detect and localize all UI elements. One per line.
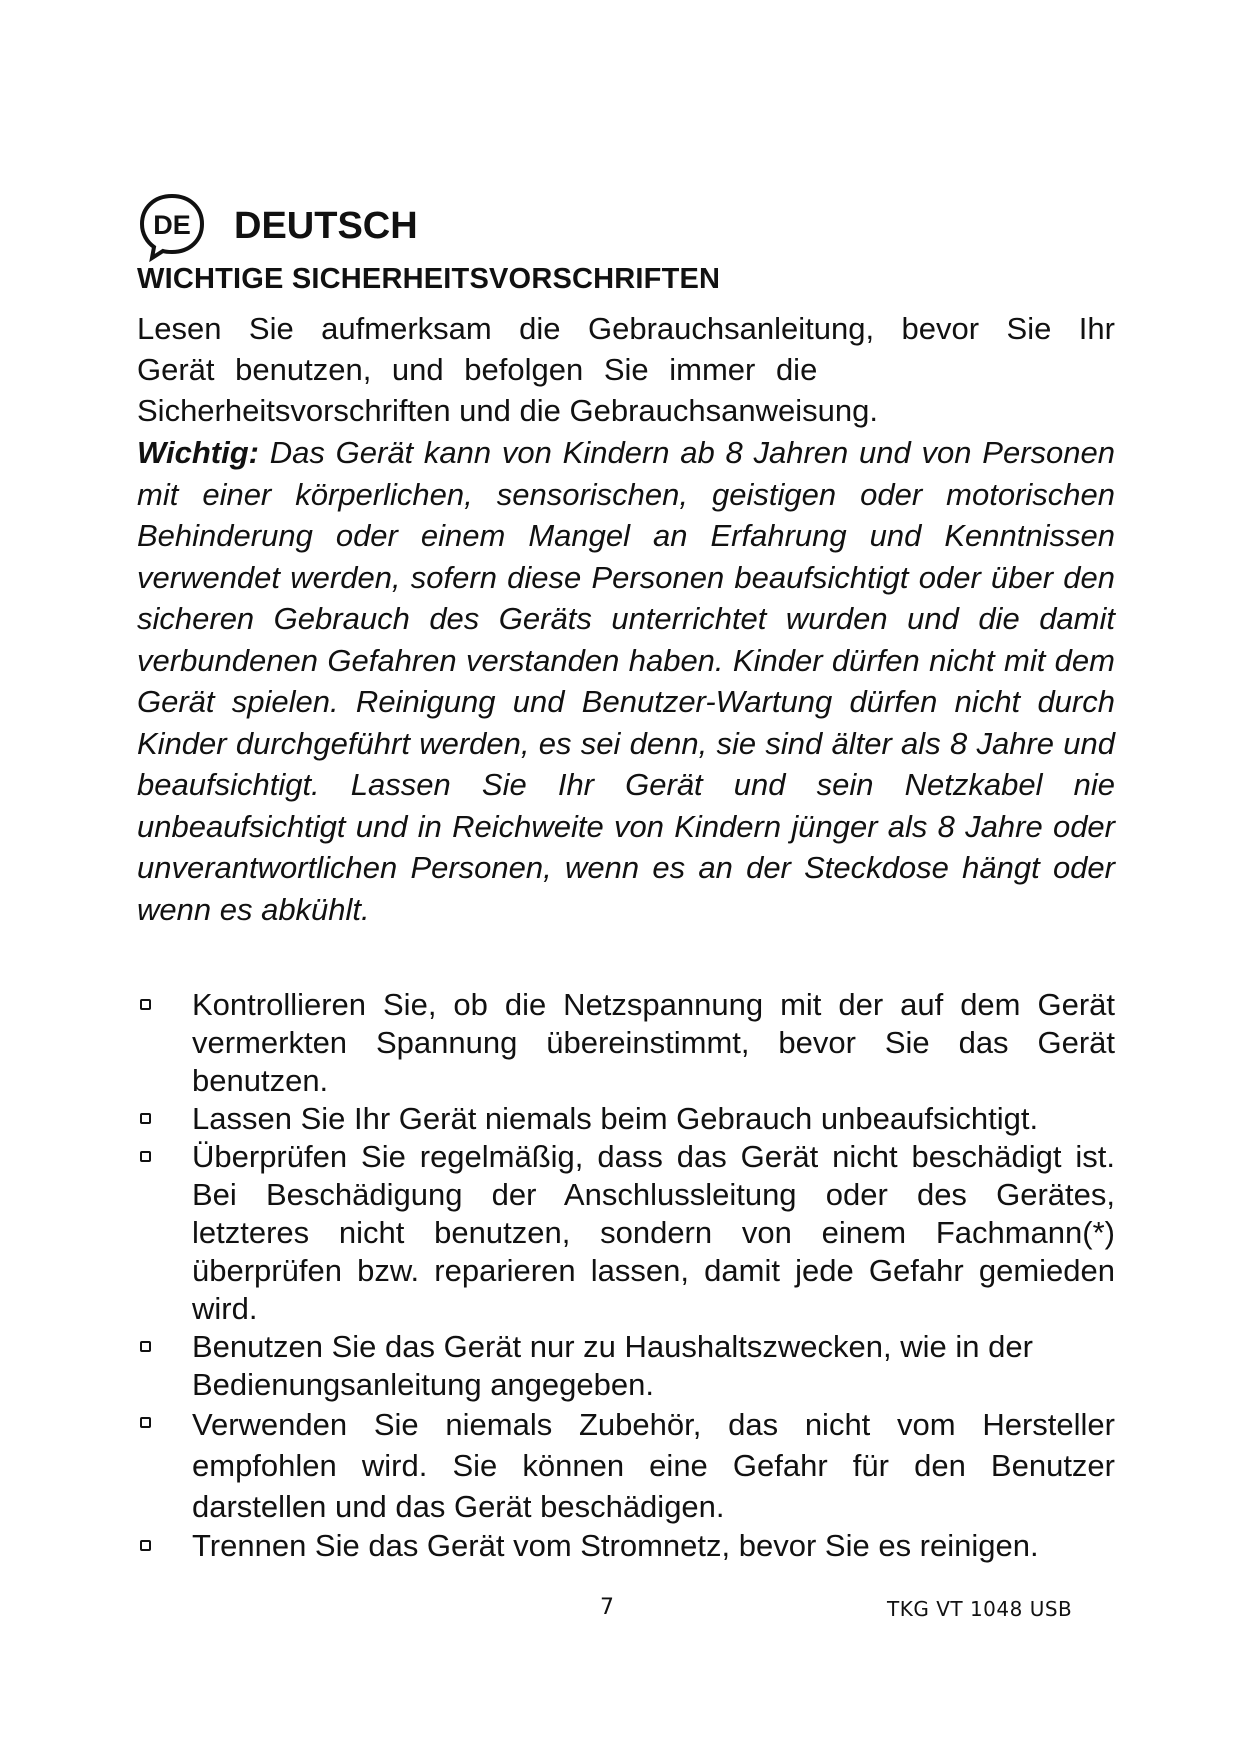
- important-lead: Wichtig:: [137, 435, 259, 470]
- checkbox-bullet-icon: [140, 1417, 151, 1428]
- list-item: [137, 1100, 1115, 1138]
- intro-line: Lesen Sie aufmerksam die Gebrauchsanleitung, bevor Sie Ihr: [137, 311, 1115, 346]
- list-item: [137, 1527, 1115, 1565]
- language-title: DEUTSCH: [234, 205, 418, 247]
- section-title: WICHTIGE SICHERHEITSVORSCHRIFTEN: [137, 263, 721, 295]
- list-item-text: Trennen Sie das Gerät vom Stromnetz, bevor Sie es reinigen.: [192, 1528, 1039, 1563]
- list-item: [137, 986, 1115, 1100]
- de-language-badge-icon: [136, 190, 208, 262]
- checkbox-bullet-icon: [140, 999, 151, 1010]
- list-item-text: Lassen Sie Ihr Gerät niemals beim Gebrauch unbeaufsichtigt.: [192, 1101, 1039, 1136]
- list-item: [137, 1138, 1115, 1328]
- safety-list: [137, 986, 1115, 1565]
- checkbox-bullet-icon: [140, 1151, 151, 1162]
- intro-paragraph: [137, 308, 1115, 431]
- list-item-text: Verwenden Sie niemals Zubehör, das nicht vom Hersteller empfohlen wird. Sie können eine Gefahr für den Benutzer darstellen und das Gerät beschädigen.: [192, 1407, 1115, 1524]
- important-notice: [137, 432, 1115, 930]
- badge-text: DE: [153, 210, 191, 240]
- list-item: [137, 1328, 1115, 1404]
- list-item-text: Benutzen Sie das Gerät nur zu Haushaltszwecken, wie in der Bedienungsanleitung angegeben.: [192, 1329, 1033, 1402]
- checkbox-bullet-icon: [140, 1540, 151, 1551]
- important-text: Das Gerät kann von Kindern ab 8 Jahren und von Personen mit einer körperlichen, sensorischen, geistigen oder motorischen Behinderung oder einem Mangel an Erfahrung und Kenntnissen verwendet werden, sofern diese Personen beaufsichtigt oder über den sicheren Gebrauch des Geräts unterrichtet wurden und die damit verbundenen Gefahren verstanden haben. Kinder dürfen nicht mit dem Gerät spielen. Reinigung und Benutzer-Wartung dürfen nicht durch Kinder durchgeführt werden, es sei denn, sie sind älter als 8 Jahre und beaufsichtigt. Lassen Sie Ihr Gerät und sein Netzkabel nie unbeaufsichtigt und in Reichweite von Kindern jünger als 8 Jahre oder unverantwortlichen Personen, wenn es an der Steckdose hängt oder wenn es abkühlt.: [137, 435, 1115, 927]
- intro-line: Sicherheitsvorschriften und die Gebrauchsanweisung.: [137, 393, 878, 428]
- list-item-text: Überprüfen Sie regelmäßig, dass das Gerät nicht beschädigt ist. Bei Beschädigung der Anschlussleitung oder des Gerätes, letzteres nicht benutzen, sondern von einem Fachmann(*) überprüfen bzw. reparieren lassen, damit jede Gefahr gemieden wird.: [192, 1139, 1115, 1326]
- checkbox-bullet-icon: [140, 1341, 151, 1352]
- list-item: [137, 1404, 1115, 1527]
- page-number: 7: [600, 1595, 614, 1620]
- intro-line: Gerät benutzen, und befolgen Sie immer die: [137, 352, 818, 387]
- list-item-text: Kontrollieren Sie, ob die Netzspannung mit der auf dem Gerät vermerkten Spannung übereinstimmt, bevor Sie das Gerät benutzen.: [192, 987, 1115, 1098]
- language-header: [136, 186, 418, 266]
- checkbox-bullet-icon: [140, 1113, 151, 1124]
- model-number: TKG VT 1048 USB: [887, 1597, 1073, 1621]
